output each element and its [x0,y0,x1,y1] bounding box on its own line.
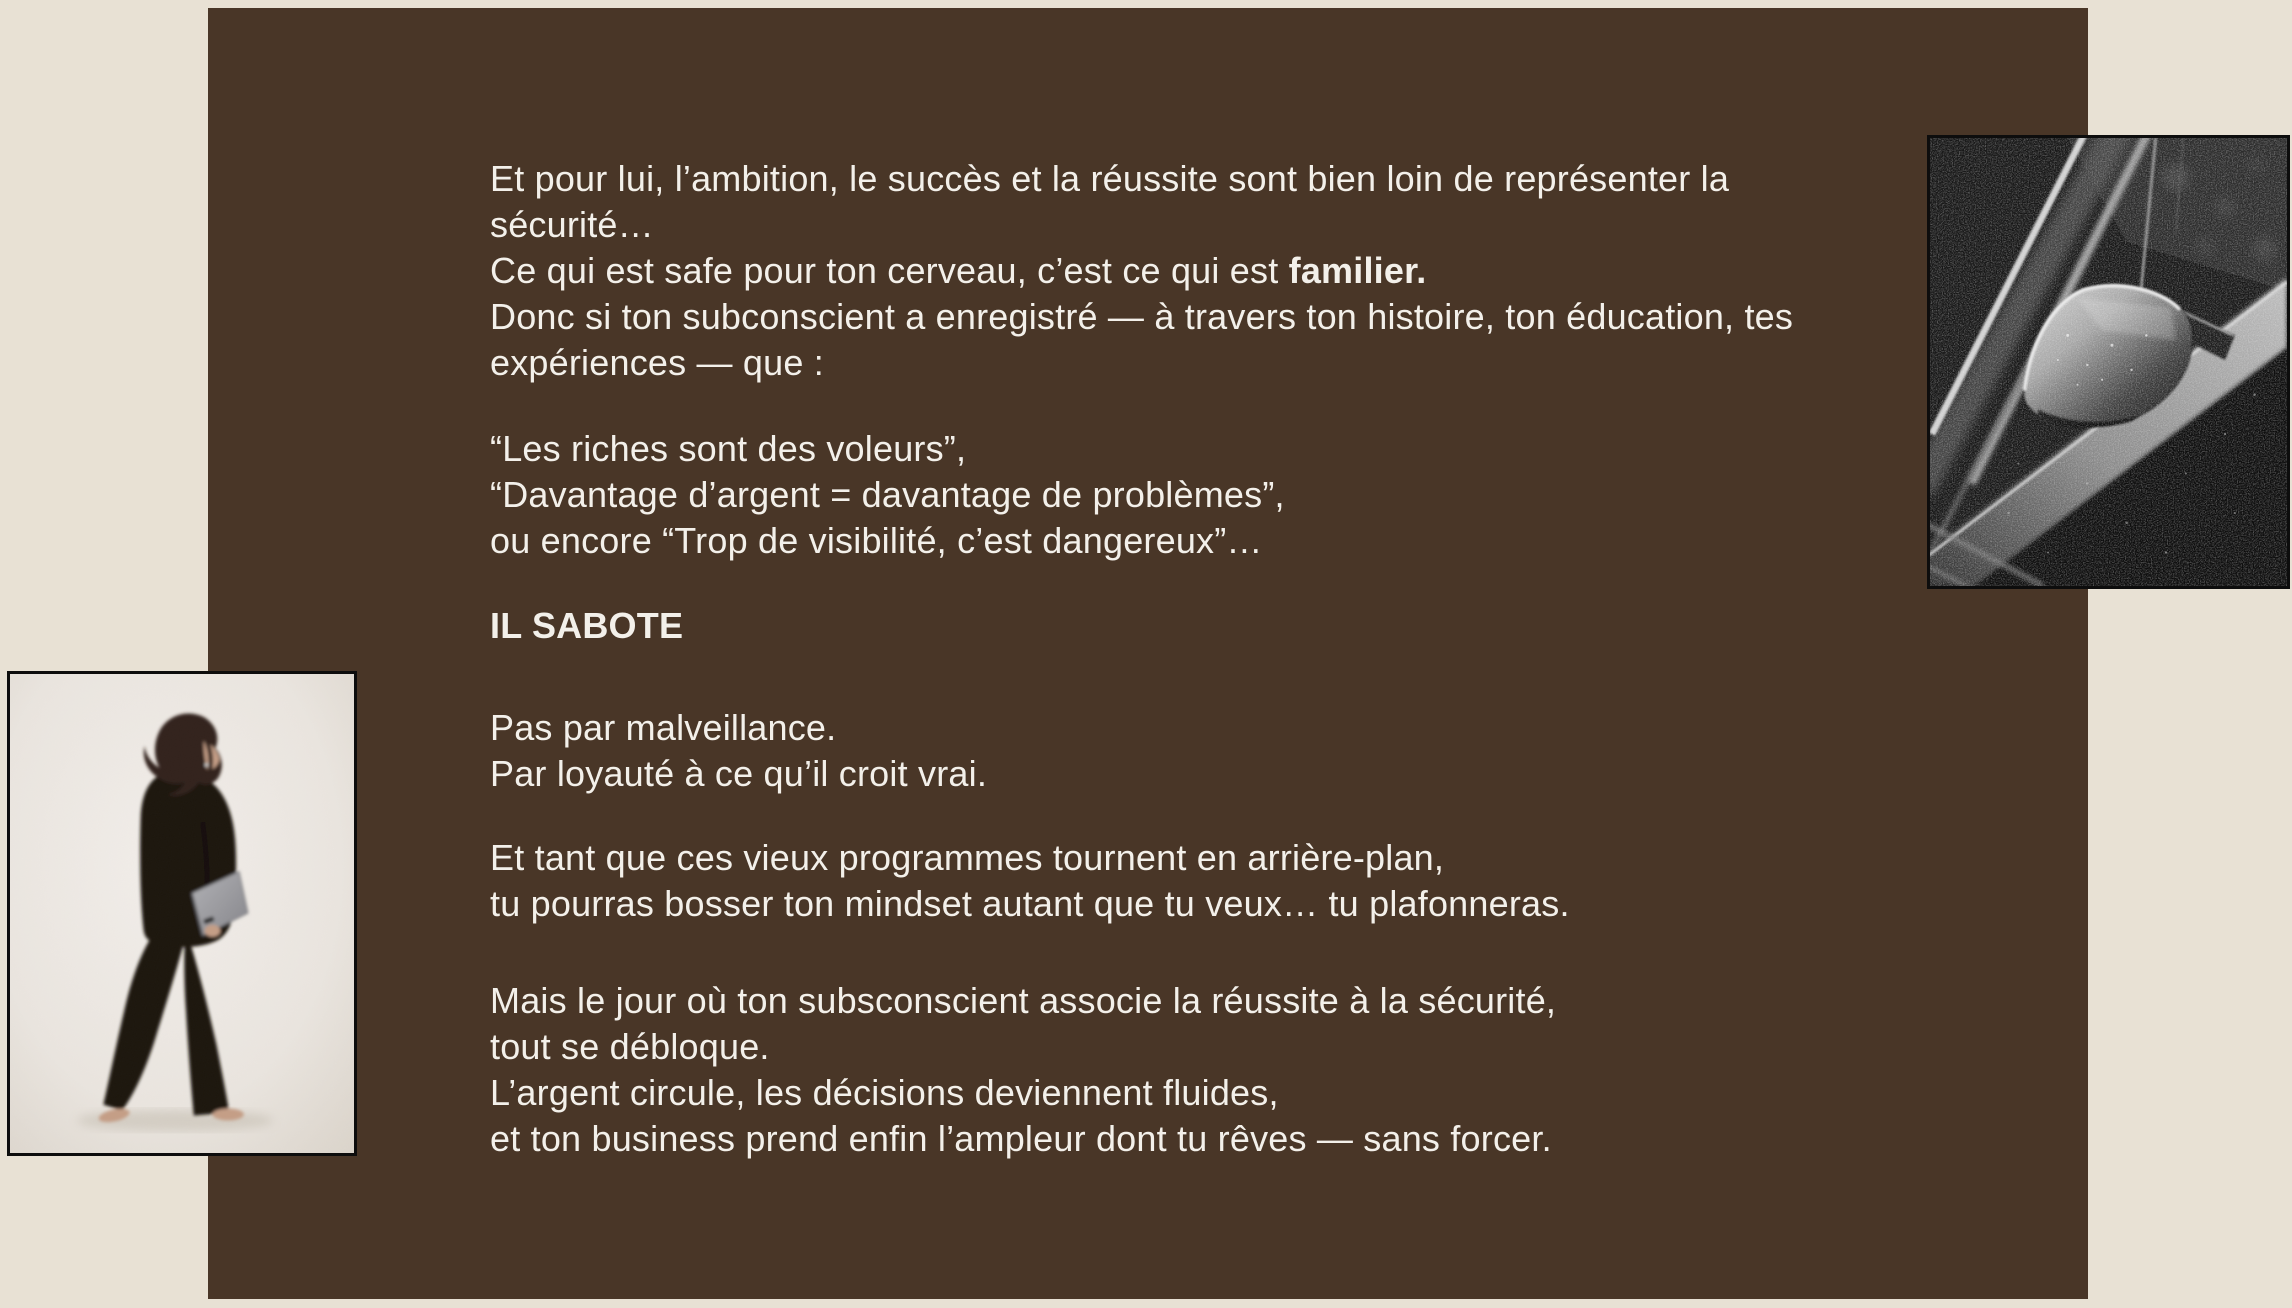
paragraph [490,156,1950,386]
text-line: tout se débloque. [490,1026,770,1067]
paragraph [490,705,1950,797]
text-line: ou encore “Trop de visibilité, c’est dangereux”… [490,520,1263,561]
text-segment-bold: familier. [1288,250,1427,291]
text-segment: Ce qui est safe pour ton cerveau, c’est ce qui est [490,250,1289,291]
text-line: Par loyauté à ce qu’il croit vrai. [490,753,988,794]
text-line: Pas par malveillance. [490,707,837,748]
paragraph [490,426,1950,564]
heading-line: IL SABOTE [490,605,684,646]
paragraph [490,978,1950,1162]
text-line: “Les riches sont des voleurs”, [490,428,967,469]
text-line: Et pour lui, l’ambition, le succès et la réussite sont bien loin de représenter la [490,158,1730,199]
woman-photo [7,671,357,1156]
text-line: Et tant que ces vieux programmes tournent en arrière-plan, [490,837,1445,878]
text-line: tu pourras bosser ton mindset autant que tu veux… tu plafonneras. [490,883,1570,924]
brown-panel [208,8,2088,1299]
text-line: L’argent circule, les décisions deviennent fluides, [490,1072,1279,1113]
section-heading [490,603,1950,649]
text-line: Mais le jour où ton subsconscient associe la réussite à la sécurité, [490,980,1557,1021]
car-mirror-illustration [1930,138,2287,586]
car-mirror-photo [1927,135,2290,589]
woman-photo-illustration [10,674,354,1153]
text-line [490,248,1950,294]
text-line: Donc si ton subconscient a enregistré — à travers ton histoire, ton éducation, tes [490,296,1794,337]
text-line: sécurité… [490,204,654,245]
text-line: “Davantage d’argent = davantage de problèmes”, [490,474,1285,515]
text-line: et ton business prend enfin l’ampleur dont tu rêves — sans forcer. [490,1118,1552,1159]
body-text-block [490,156,1950,1162]
paragraph [490,835,1950,927]
text-line: expériences — que : [490,342,824,383]
